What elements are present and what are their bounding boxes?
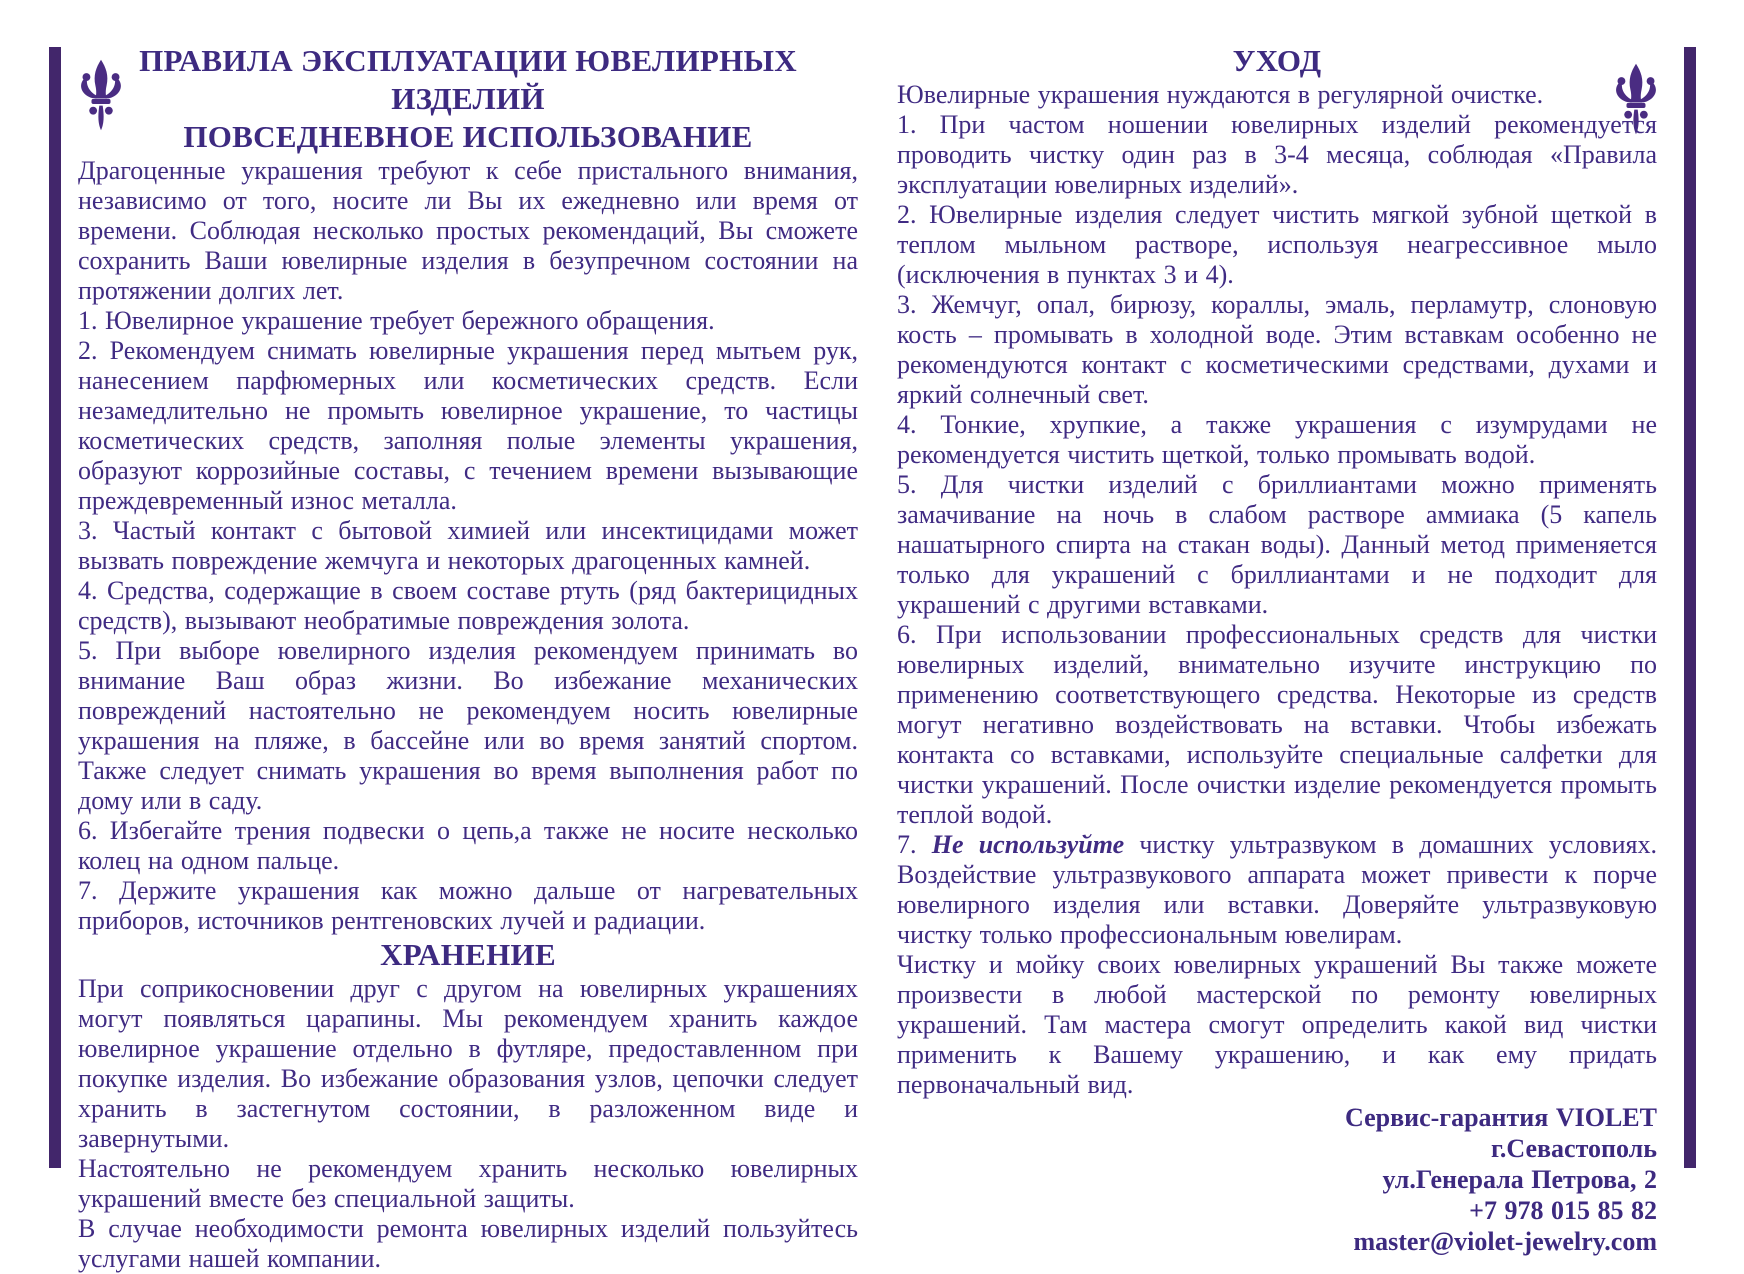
care-item-7-emphasis: Не используйте [931, 830, 1125, 859]
care-item-4: 4. Тонкие, хрупкие, а также украшения с изумрудами не рекомендуется чистить щеткой, только промывать водой. [897, 410, 1657, 469]
right-edge-bar [1684, 47, 1696, 1168]
usage-item-2: 2. Рекомендуем снимать ювелирные украшения перед мытьем рук, нанесением парфюмерных или косметических средств. Если незамедлительно не промыть ювелирное украшение, то частицы косметических средств, заполняя полые элементы украшения, образуют коррозийные составы, с течением времени вызывающие преждевременный износ металла. [78, 336, 858, 515]
care-item-7-rest: чистку ультразвуком в домашних условиях. Воздействие ультразвукового аппарата может привести к порче ювелирного изделия или вставки. Доверяйте ультразвуковую чистку только профессиональным ювелирам. [897, 830, 1658, 949]
left-edge-bar [49, 47, 61, 1168]
care-intro-paragraph: Ювелирные украшения нуждаются в регулярной очистке. [897, 80, 1544, 109]
usage-item-1: 1. Ювелирное украшение требует бережного обращения. [78, 306, 715, 335]
usage-item-4: 4. Средства, содержащие в своем составе ртуть (ряд бактерицидных средств), вызывают необратимые повреждения золота. [78, 576, 858, 635]
contact-block [897, 1102, 1657, 1257]
page-title-line1: ПРАВИЛА ЭКСПЛУАТАЦИИ ЮВЕЛИРНЫХ ИЗДЕЛИЙ [139, 43, 797, 116]
usage-intro-paragraph: Драгоценные украшения требуют к себе пристального внимания, независимо от того, носите ли Вы их ежедневно или время от времени. Соблюдая несколько простых рекомендаций, Вы сможете сохранить Ваши ювелирные изделия в безупречном состоянии на протяжении долгих лет. [78, 156, 858, 305]
usage-item-5: 5. При выборе ювелирного изделия рекомендуем принимать во внимание Ваш образ жизни. Во избежание механических повреждений настоятельно не рекомендуем носить ювелирные украшения на пляже, в бассейне или во время занятий спортом. Также следует снимать украшения во время выполнения работ по дому или в саду. [78, 636, 858, 815]
phone-number: +7 978 015 85 82 [1469, 1196, 1657, 1225]
usage-item-3: 3. Частый контакт с бытовой химией или инсектицидами может вызвать повреждение жемчуга и некоторых драгоценных камней. [78, 516, 858, 575]
storage-paragraph-3: В случае необходимости ремонта ювелирных изделий пользуйтесь услугами нашей компании. [78, 1214, 858, 1273]
storage-paragraph-2: Настоятельно не рекомендуем хранить несколько ювелирных украшений вместе без специальной защиты. [78, 1154, 858, 1213]
usage-item-7: 7. Держите украшения как можно дальше от нагревательных приборов, источников рентгеновских лучей и радиации. [78, 876, 858, 935]
page-title-line2: ПОВСЕДНЕВНОЕ ИСПОЛЬЗОВАНИЕ [183, 119, 753, 154]
care-section-title: УХОД [1232, 43, 1322, 78]
service-brand-line: Сервис-гарантия VIOLET [1344, 1103, 1657, 1132]
care-closing-paragraph: Чистку и мойку своих ювелирных украшений Вы также можете произвести в любой мастерской по ремонту ювелирных украшений. Там мастера смогут определить какой вид чистки применить к Вашему украшению, и как ему придать первоначальный вид. [897, 950, 1657, 1099]
storage-section-title: ХРАНЕНИЕ [380, 937, 556, 972]
email-address: master@violet-jewelry.com [1353, 1227, 1657, 1256]
care-column [897, 42, 1657, 1257]
storage-paragraph-1: При соприкосновении друг с другом на ювелирных украшениях могут появляться царапины. Мы рекомендуем хранить каждое ювелирное украшение отдельно в футляре, предоставленном при покупке изделия. Во избежание образования узлов, цепочки следует хранить в застегнутом состоянии, в разложенном виде и завернутыми. [78, 974, 858, 1153]
care-item-6: 6. При использовании профессиональных средств для чистки ювелирных изделий, внимательно изучите инструкцию по применению соответствующего средства. Некоторые из средств могут негативно воздействовать на вставки. Чтобы избежать контакта со вставками, используйте специальные салфетки для чистки украшений. После очистки изделие рекомендуется промыть теплой водой. [897, 620, 1657, 829]
care-item-7-prefix: 7. [897, 830, 932, 859]
care-item-5: 5. Для чистки изделий с бриллиантами можно применять замачивание на ночь в слабом растворе аммиака (5 капель нашатырного спирта на стакан воды). Данный метод применяется только для украшений с бриллиантами и не подходит для украшений с другими вставками. [897, 470, 1657, 619]
care-item-7 [897, 830, 1657, 950]
usage-column [78, 42, 858, 1274]
street-address-line: ул.Генерала Петрова, 2 [1382, 1165, 1657, 1194]
city-line: г.Севастополь [1491, 1134, 1657, 1163]
care-item-3: 3. Жемчуг, опал, бирюзу, кораллы, эмаль, перламутр, слоновую кость – промывать в холодной воде. Этим вставкам особенно не рекомендуются контакт с косметическими средствами, духами и яркий солнечный свет. [897, 290, 1657, 409]
usage-item-6: 6. Избегайте трения подвески о цепь,а также не носите несколько колец на одном пальце. [78, 816, 858, 875]
care-item-2: 2. Ювелирные изделия следует чистить мягкой зубной щеткой в теплом мыльном растворе, используя неагрессивное мыло (исключения в пунктах 3 и 4). [897, 200, 1657, 289]
care-item-1: 1. При частом ношении ювелирных изделий рекомендуется проводить чистку один раз в 3-4 месяца, соблюдая «Правила эксплуатации ювелирных изделий». [897, 110, 1657, 199]
